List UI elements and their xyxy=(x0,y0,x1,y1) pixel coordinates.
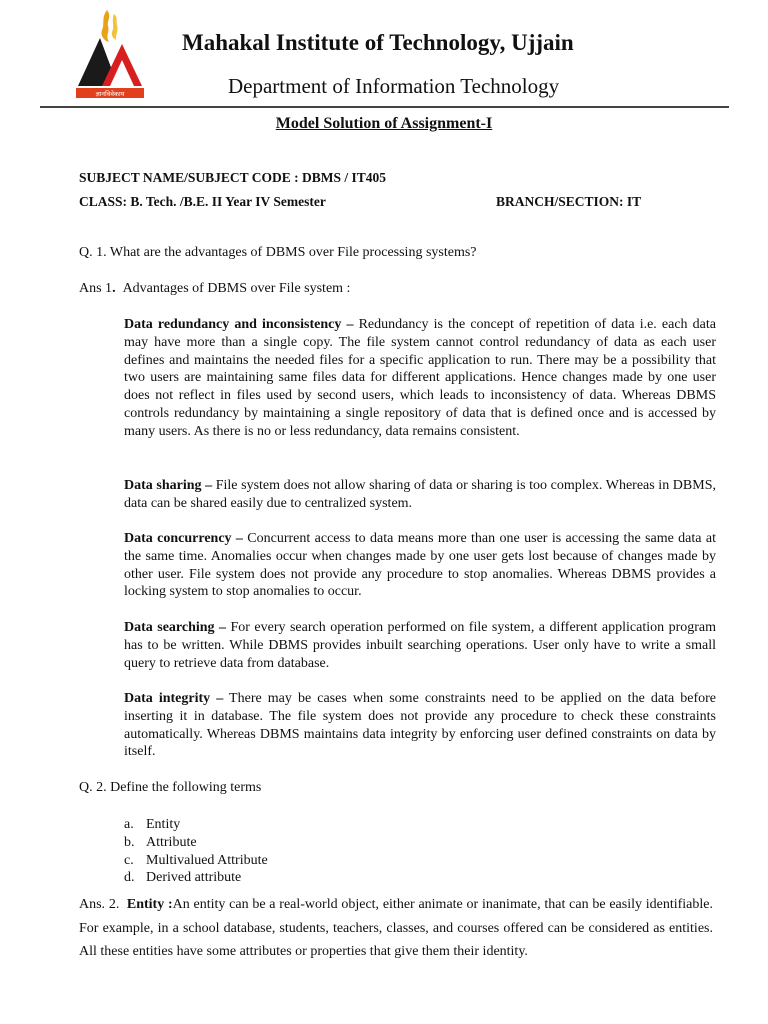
institute-name: Mahakal Institute of Technology, Ujjain xyxy=(182,30,574,55)
answer-1-label: Ans 1 xyxy=(79,281,113,296)
answer-2-label: Ans. 2. xyxy=(79,897,120,912)
subject-line: SUBJECT NAME/SUBJECT CODE : DBMS / IT405 xyxy=(79,170,387,185)
answer-2-text: An entity can be a real-world object, either animate or inanimate, that can be easily identifiable. For example, in a school database, students, teachers, classes, and courses offered can be considered as entities. All these entities have some attributes or properties that give them their identity. xyxy=(79,897,714,959)
answer-1-heading: Ans 1. Advantages of DBMS over File system : xyxy=(79,281,351,296)
terms-list xyxy=(124,816,268,887)
question-1: Q. 1. What are the advantages of DBMS over File processing systems? xyxy=(79,245,477,260)
class-line: CLASS: B. Tech. /B.E. II Year IV Semester xyxy=(79,194,326,209)
point-data-concurrency: Data concurrency – Concurrent access to data means more than one user is accessing the same data at the same time. Anomalies occur when changes made by one user gets lost because of changes made by other user. File system does not provide any procedure to stop anomalies. Whereas DBMS provides a locking system to stop anomalies to occur. xyxy=(124,531,716,600)
list-item: c. Multivalued Attribute xyxy=(124,852,268,868)
logo-caption: ज्ञानविवेकाय xyxy=(95,90,125,98)
branch-line: BRANCH/SECTION: IT xyxy=(496,194,642,209)
question-2: Q. 2. Define the following terms xyxy=(79,780,262,795)
list-item: d. Derived attribute xyxy=(124,870,242,886)
point-data-sharing: Data sharing – File system does not allow sharing of data or sharing is too complex. Whereas in DBMS, data can be shared easily due to centralized system. xyxy=(124,478,716,511)
point-data-redundancy: Data redundancy and inconsistency – Redundancy is the concept of repetition of data i.e. each data may have more than a single copy. The file system cannot control redundancy of data as each user defines and maintains the needed files for a specific application to run. There may be a possibility that two users are maintaining same files data for different applications. Hence changes made by one user does not reflect in files used by second users, which leads to inconsistency of data. Whereas DBMS controls redundancy by maintaining a single repository of data that is defined once and is accessed by many users. As there is no or less redundancy, data remains consistent. xyxy=(124,317,716,439)
answer-1-intro: Advantages of DBMS over File system : xyxy=(122,281,351,296)
department-name: Department of Information Technology xyxy=(228,74,560,98)
document-title: Model Solution of Assignment-I xyxy=(275,115,493,132)
answer-2 xyxy=(79,893,713,964)
answer-2-term: Entity : xyxy=(126,897,173,912)
list-item: a. Entity xyxy=(124,817,181,832)
point-data-searching: Data searching – For every search operation performed on file system, a different application program has to be written. While DBMS provides inbuilt searching operations. User only have to write a small query to retrieve data from database. xyxy=(124,620,716,671)
point-data-integrity: Data integrity – There may be cases when some constraints need to be applied on the data before inserting it in database. The file system does not provide any procedure to check these constraints automatically. Whereas DBMS maintains data integrity by enforcing user defined constraints on data by itself. xyxy=(124,691,716,760)
header-divider xyxy=(40,106,729,108)
list-item: b. Attribute xyxy=(124,834,197,850)
letterhead xyxy=(0,0,768,110)
institute-logo xyxy=(74,8,146,100)
